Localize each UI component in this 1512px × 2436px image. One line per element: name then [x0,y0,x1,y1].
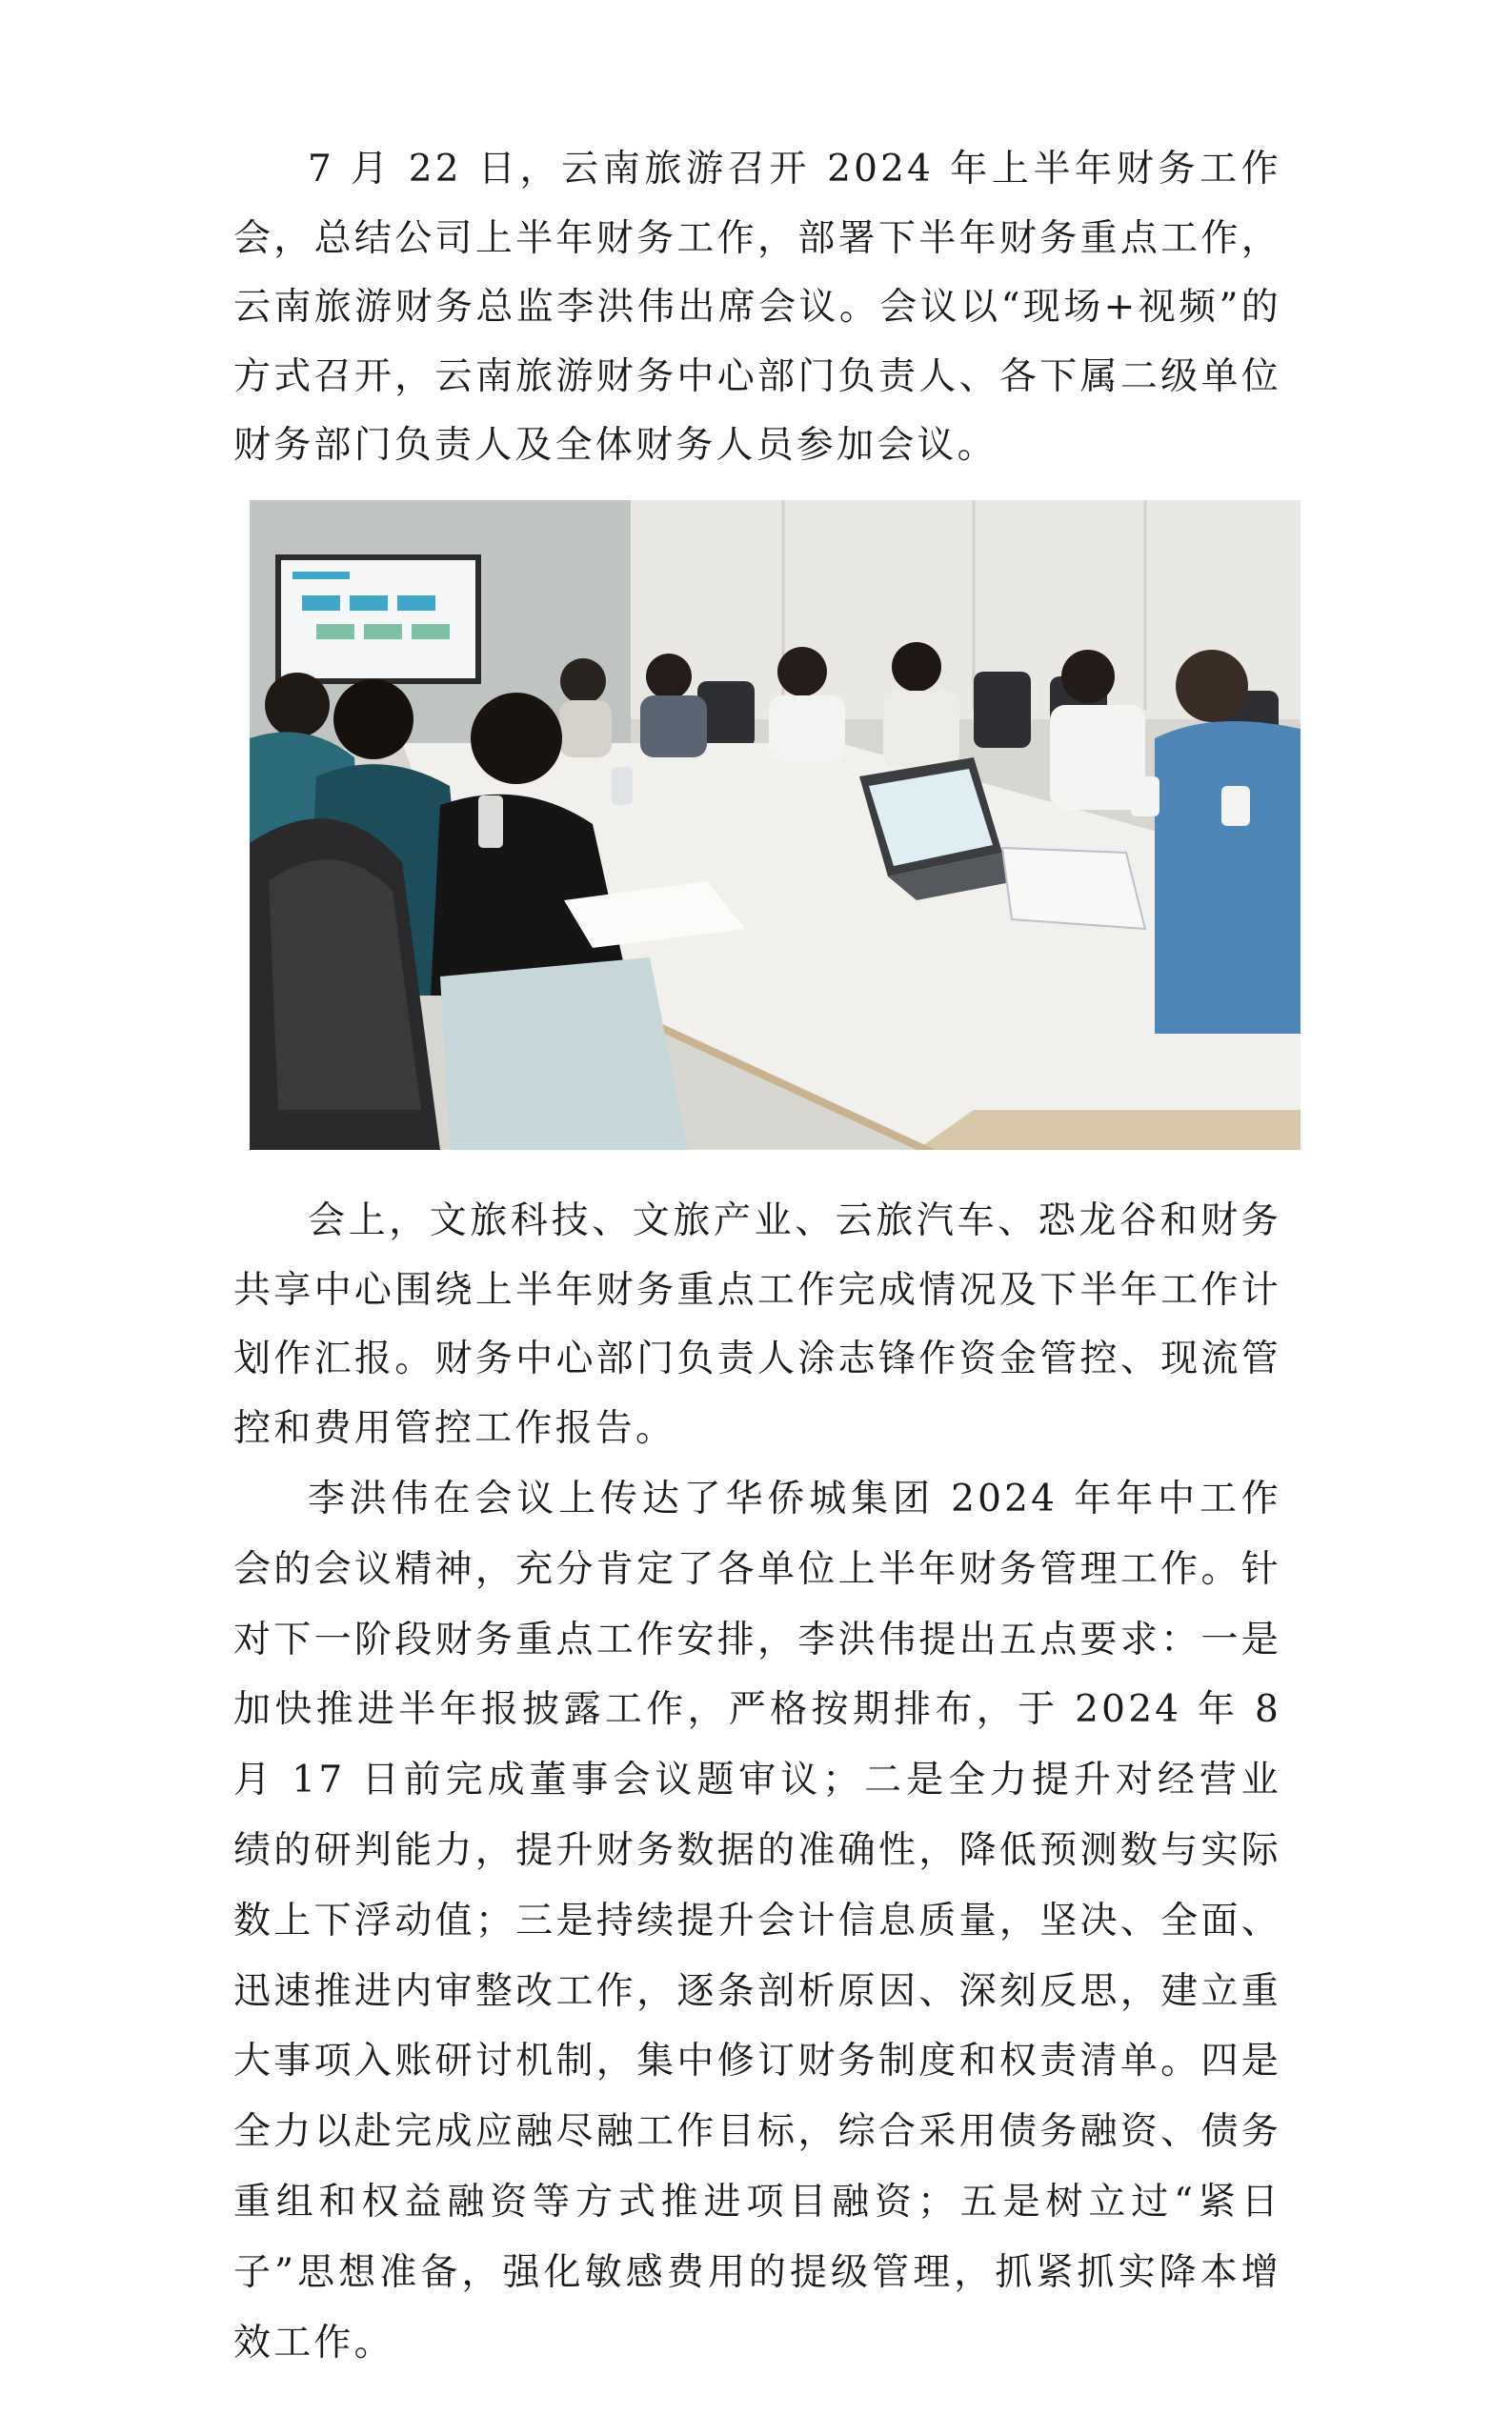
paragraph-2: 会上，文旅科技、文旅产业、云旅汽车、恐龙谷和财务共享中心围绕上半年财务重点工作完成情况及下半年工作计划作汇报。财务中心部门负责人涂志锋作资金管控、现流管控和费用管控工作报告。 [233,1199,1281,1450]
meeting-photo [250,500,1300,1150]
paragraph-1: 7 月 22 日，云南旅游召开 2024 年上半年财务工作会，总结公司上半年财务工作，部署下半年财务重点工作，云南旅游财务总监李洪伟出席会议。会议以“现场+视频”的方式召开，云南旅游财务中心部门负责人、各下属二级单位财务部门负责人及全体财务人员参加会议。 [233,148,1281,467]
meeting-photo-illustration [250,500,1300,1150]
paragraph-3: 李洪伟在会议上传达了华侨城集团 2024 年年中工作会的会议精神，充分肯定了各单位上半年财务管理工作。针对下一阶段财务重点工作安排，李洪伟提出五点要求：一是加快推进半年报披露工作，严格按期排布，于 2024 年 8 月 17 日前完成董事会议题审议；二是全力提升对经营业绩的研判能力，提升财务数据的准确性，降低预测数与实际数上下浮动值；三是持续提升会计信息质量，坚决、全面、迅速推进内审整改工作，逐条剖析原因、深刻反思，建立重大事项入账研讨机制，集中修订财务制度和权责清单。四是全力以赴完成应融尽融工作目标，综合采用债务融资、债务重组和权益融资等方式推进项目融资；五是树立过“紧日子”思想准备，强化敏感费用的提级管理，抓紧抓实降本增效工作。 [233,1478,1281,2365]
